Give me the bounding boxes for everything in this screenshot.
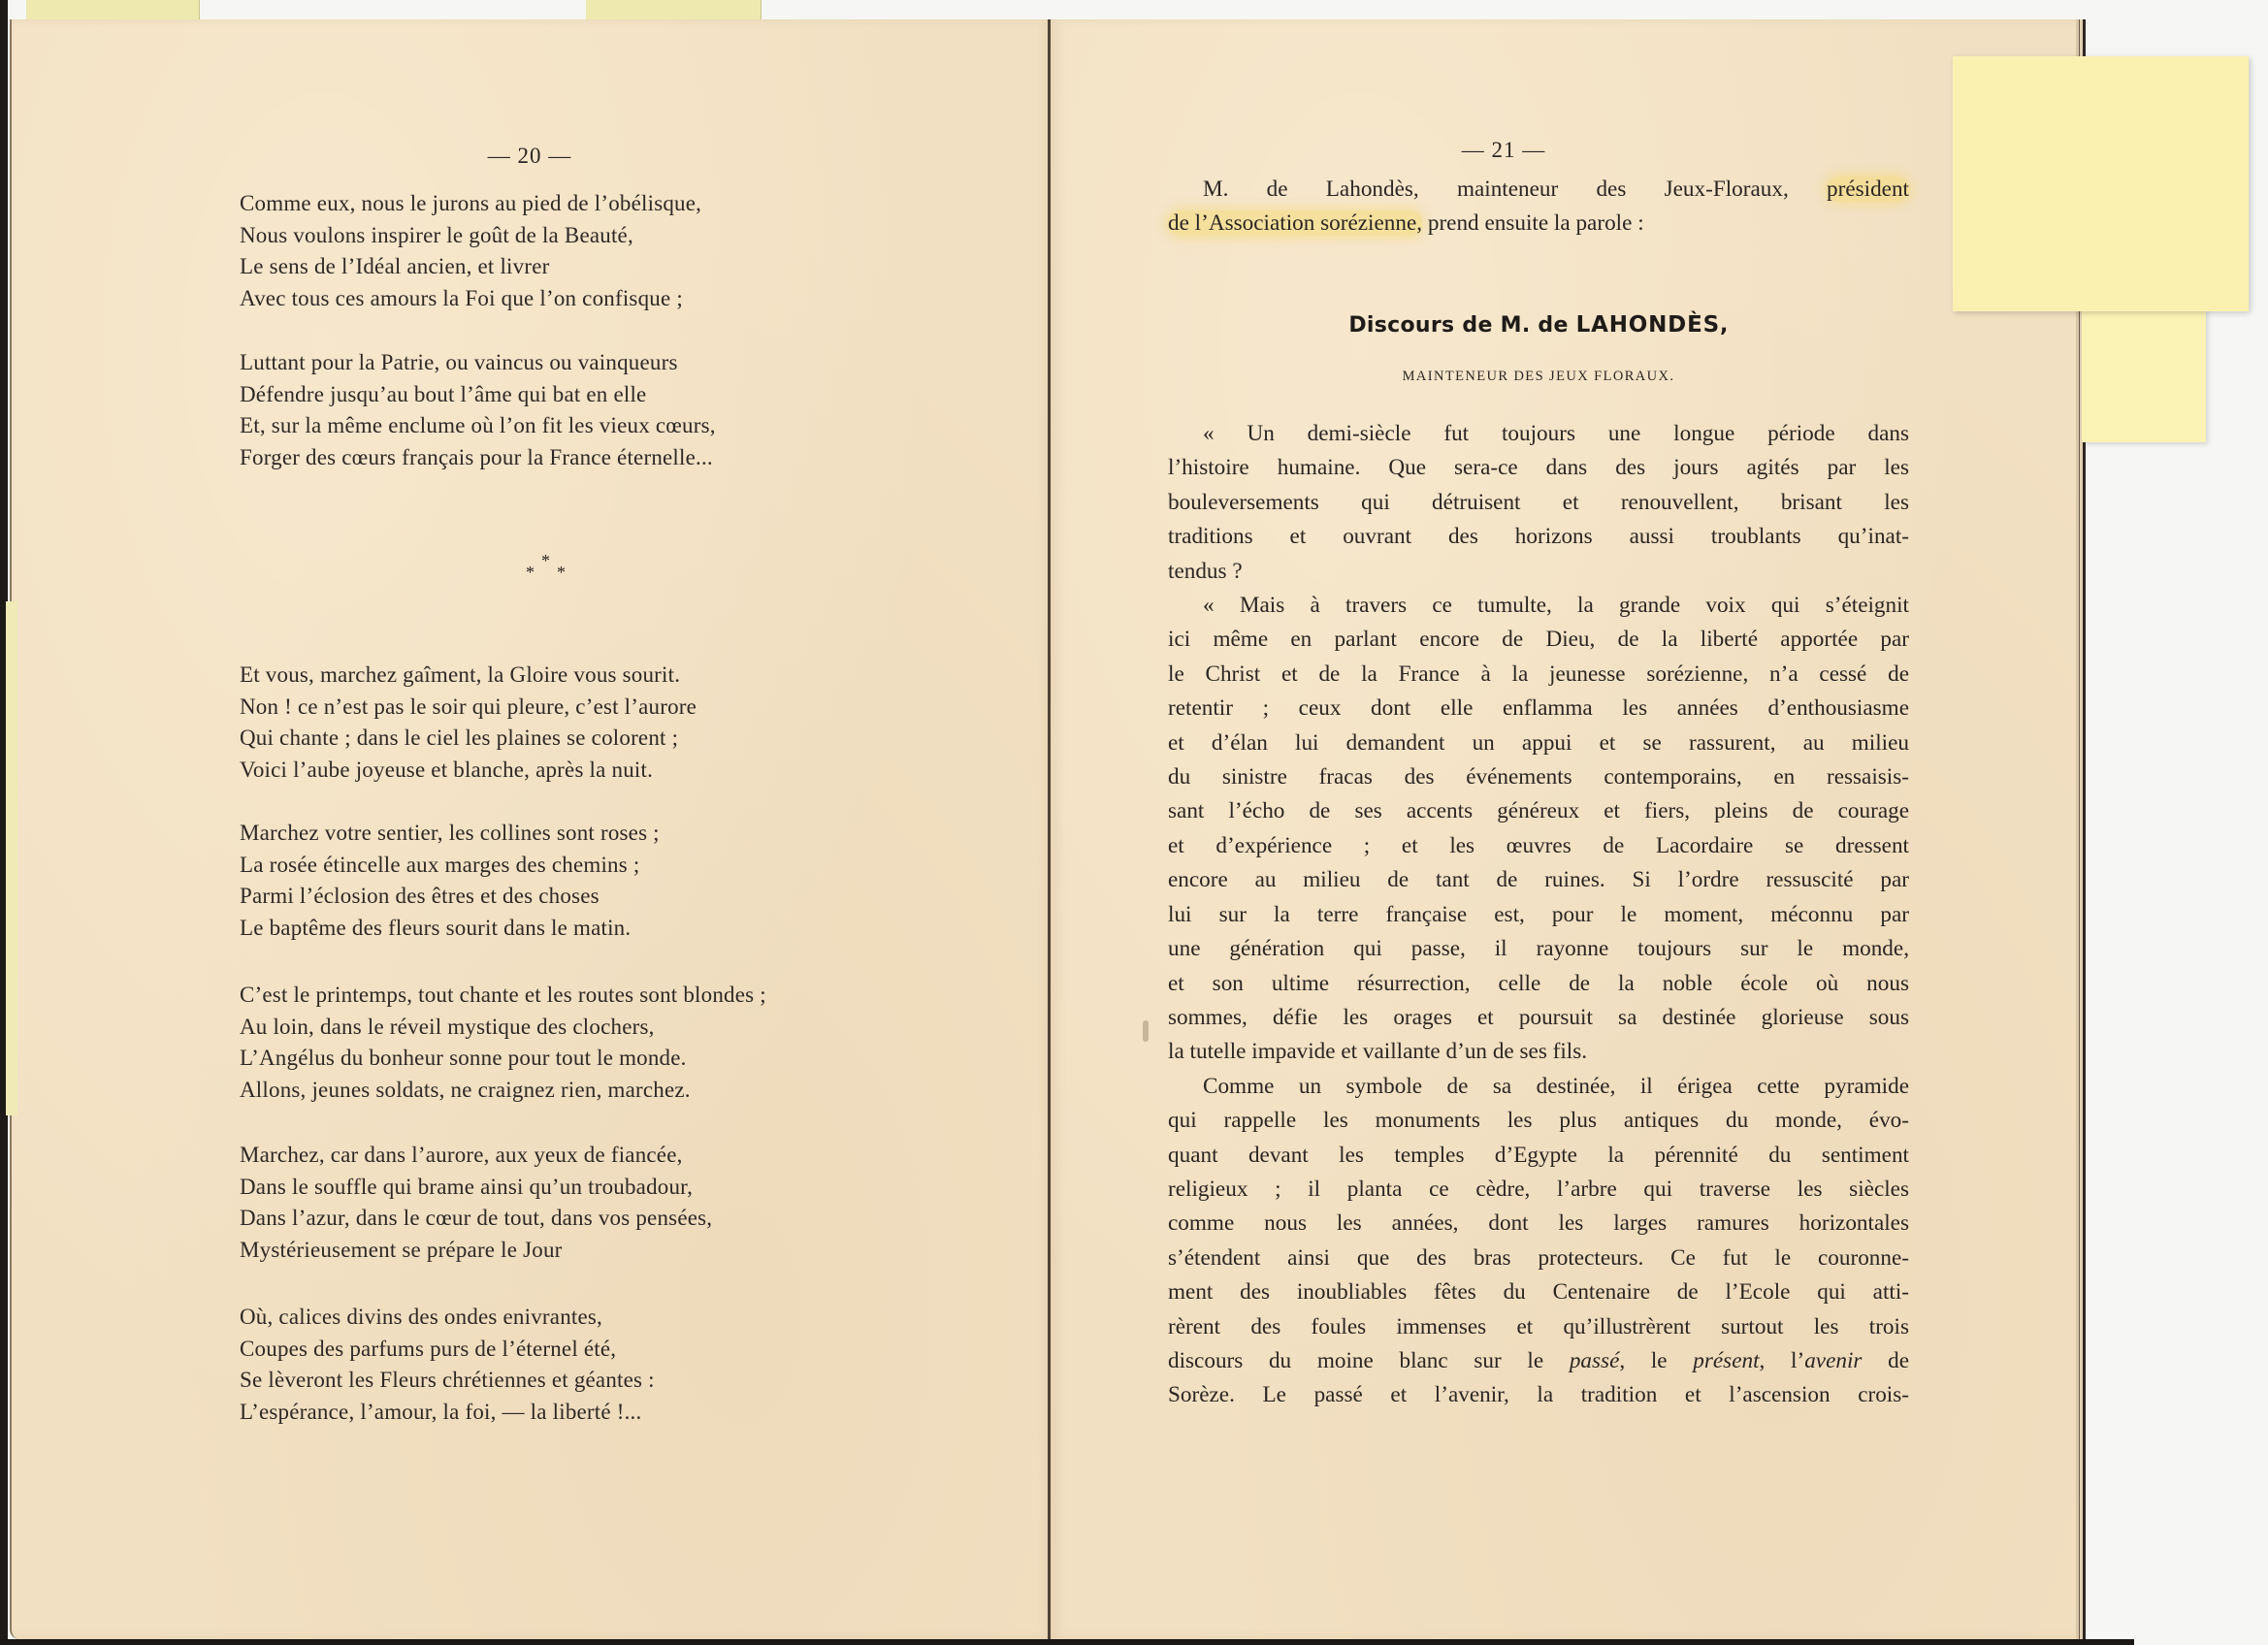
sticky-tab-left	[6, 601, 17, 1115]
speech-line: l’histoire humaine. Que sera-ce dans des jours agités par les	[1168, 455, 1909, 481]
verse-line: Mystérieusement se prépare le Jour	[240, 1237, 563, 1262]
speech-line: « Mais à travers ce tumulte, la grande voix qui s’éteignit	[1203, 593, 1909, 619]
verse-line: La rosée étincelle aux marges des chemins ;	[240, 852, 640, 877]
verse-line: Allons, jeunes soldats, ne craignez rien, marchez.	[240, 1077, 691, 1102]
poem-stanza	[240, 1302, 655, 1428]
highlighted-text: président	[1827, 177, 1909, 202]
speech-line: Sorèze. Le passé et l’avenir, la tradition et l’ascension crois-	[1168, 1382, 1909, 1408]
speech-text: , le	[1619, 1347, 1694, 1373]
verse-line: Et vous, marchez gaîment, la Gloire vous sourit.	[240, 662, 681, 687]
speech-subtitle: MAINTENEUR DES JEUX FLORAUX.	[1402, 369, 1675, 384]
asterisk: *	[526, 563, 535, 582]
poem-stanza	[240, 1140, 712, 1266]
poem-stanza	[240, 980, 766, 1106]
speech-line: ment des inoubliables fêtes du Centenaire de l’Ecole qui atti-	[1168, 1279, 1909, 1306]
italic-word: passé	[1569, 1347, 1620, 1373]
book-gutter	[1048, 19, 1051, 1639]
speech-line: le Christ et de la France à la jeunesse sorézienne, n’a cessé de	[1168, 661, 1909, 687]
speech-line: qui rappelle les monuments les plus antiques du monde, évo-	[1168, 1108, 1909, 1134]
scan-edge-bottom	[0, 1639, 2134, 1645]
highlighted-text: de l’Association sorézienne,	[1168, 210, 1423, 237]
verse-line: L’espérance, l’amour, la foi, — la liberté !...	[240, 1399, 642, 1424]
verse-line: Nous voulons inspirer le goût de la Beauté,	[240, 222, 633, 247]
speech-text: discours du moine blanc sur le	[1168, 1347, 1570, 1373]
speech-line: lui sur la terre française est, pour le moment, méconnu par	[1168, 901, 1909, 927]
verse-line: Défendre jusqu’au bout l’âme qui bat en elle	[240, 381, 647, 406]
speech-title-prefix: Discours de M. de	[1348, 313, 1576, 338]
verse-line: Coupes des parfums purs de l’éternel été,	[240, 1336, 617, 1361]
speech-line: « Un demi-siècle fut toujours une longue période dans	[1203, 421, 1909, 446]
page-number-right: — 21 —	[1461, 138, 1546, 162]
verse-line: Dans le souffle qui brame ainsi qu’un troubadour,	[240, 1174, 694, 1199]
intro-paragraph	[1168, 173, 1909, 242]
speech-line: sommes, défie les orages et poursuit sa destinée glorieuse sous	[1168, 1004, 1909, 1030]
speech-line: du sinistre fracas des événements contemporains, en ressaisis-	[1168, 764, 1909, 790]
speech-line: ici même en parlant encore de Dieu, de la liberté apportée par	[1168, 627, 1909, 653]
intro-text: prend ensuite la parole :	[1422, 210, 1644, 237]
speech-line: religieux ; il planta ce cèdre, l’arbre qui traverse les siècles	[1168, 1176, 1909, 1202]
speech-line: s’étendent ainsi que des bras protecteurs. Ce fut le couronne-	[1168, 1244, 1909, 1271]
verse-line: Et, sur la même enclume où l’on fit les vieux cœurs,	[240, 413, 716, 438]
verse-line: L’Angélus du bonheur sonne pour tout le monde.	[240, 1046, 687, 1071]
verse-line: Avec tous ces amours la Foi que l’on confisque ;	[240, 285, 683, 310]
speech-title	[1168, 312, 1909, 338]
speech-line: sant l’écho de ses accents généreux et fiers, pleins de courage	[1168, 798, 1909, 824]
verse-line: Se lèveront les Fleurs chrétiennes et géantes :	[240, 1368, 655, 1393]
sticky-tab-top-center	[586, 0, 761, 21]
poem-stanza	[240, 347, 716, 473]
verse-line: C’est le printemps, tout chante et les routes sont blondes ;	[240, 983, 766, 1007]
speech-line: et son ultime résurrection, celle de la noble école où nous	[1168, 970, 1909, 996]
verse-line: Où, calices divins des ondes enivrantes,	[240, 1305, 602, 1329]
speech-line: comme nous les années, dont les larges ramures horizontales	[1168, 1210, 1909, 1237]
speech-line: la tutelle impavide et vaillante d’un de ses fils.	[1168, 1039, 1588, 1065]
verse-line: Forger des cœurs français pour la France éternelle...	[240, 444, 713, 469]
sticky-note-large	[1953, 56, 2249, 311]
speech-text: , l’	[1759, 1347, 1805, 1373]
speech-line: quant devant les temples d’Egypte la pérennité du sentiment	[1168, 1142, 1909, 1168]
speech-title-suffix: ,	[1719, 313, 1729, 338]
verse-line: Voici l’aube joyeuse et blanche, après la nuit.	[240, 757, 654, 782]
sticky-tab-top-left	[26, 0, 200, 21]
speech-line: Comme un symbole de sa destinée, il érigea cette pyramide	[1203, 1073, 1909, 1099]
speech-line: rèrent des foules immenses et qu’illustrèrent surtout les trois	[1168, 1313, 1909, 1339]
speech-line: bouleversements qui détruisent et renouvellent, brisant les	[1168, 489, 1909, 515]
speech-line	[1168, 1344, 1909, 1378]
verse-line: Au loin, dans le réveil mystique des clochers,	[240, 1014, 655, 1039]
speech-line: une génération qui passe, il rayonne toujours sur le monde,	[1168, 936, 1909, 962]
verse-line: Le sens de l’Idéal ancien, et livrer	[240, 254, 550, 279]
intro-text: M. de Lahondès, mainteneur des Jeux-Floraux,	[1203, 177, 1827, 202]
asterisk: *	[541, 551, 550, 570]
page-number-left: — 20 —	[487, 144, 572, 168]
speaker-name: LAHONDÈS	[1575, 312, 1720, 338]
verse-line: Parmi l’éclosion des êtres et des choses	[240, 884, 599, 909]
paper-mark	[1143, 1020, 1149, 1042]
intro-line	[1168, 173, 1909, 207]
speech-line: traditions et ouvrant des horizons aussi troublants qu’inat-	[1168, 524, 1909, 550]
speech-text: de	[1862, 1347, 1910, 1373]
asterism-separator	[520, 551, 578, 580]
italic-word: présent	[1693, 1347, 1760, 1373]
verse-line: Dans l’azur, dans le cœur de tout, dans vos pensées,	[240, 1206, 713, 1231]
verse-line: Le baptême des fleurs sourit dans le matin.	[240, 915, 632, 940]
italic-word: avenir	[1804, 1347, 1863, 1373]
speech-line: et d’expérience ; et les œuvres de Lacordaire se dressent	[1168, 832, 1909, 858]
poem-stanza	[240, 660, 697, 786]
speech-line: tendus ?	[1168, 558, 1243, 584]
sticky-note-small	[2082, 308, 2206, 442]
speech-line: et d’élan lui demandent un appui et se rassurent, au milieu	[1168, 729, 1909, 756]
verse-line: Luttant pour la Patrie, ou vaincus ou vainqueurs	[240, 350, 678, 374]
intro-line	[1168, 207, 1909, 241]
verse-line: Comme eux, nous le jurons au pied de l’obélisque,	[240, 191, 702, 215]
speech-body	[1168, 417, 1909, 1413]
asterisk: *	[557, 563, 566, 582]
speech-line: retentir ; ceux dont elle enflamma les années d’enthousiasme	[1168, 695, 1909, 722]
speech-line: encore au milieu de tant de ruines. Si l’ordre ressuscité par	[1168, 867, 1909, 893]
verse-line: Marchez, car dans l’aurore, aux yeux de fiancée,	[240, 1143, 683, 1167]
verse-line: Non ! ce n’est pas le soir qui pleure, c’est l’aurore	[240, 693, 697, 719]
poem-stanza	[240, 818, 660, 944]
poem-stanza	[240, 188, 701, 314]
verse-line: Qui chante ; dans le ciel les plaines se colorent ;	[240, 726, 679, 751]
verse-line: Marchez votre sentier, les collines sont roses ;	[240, 821, 660, 845]
